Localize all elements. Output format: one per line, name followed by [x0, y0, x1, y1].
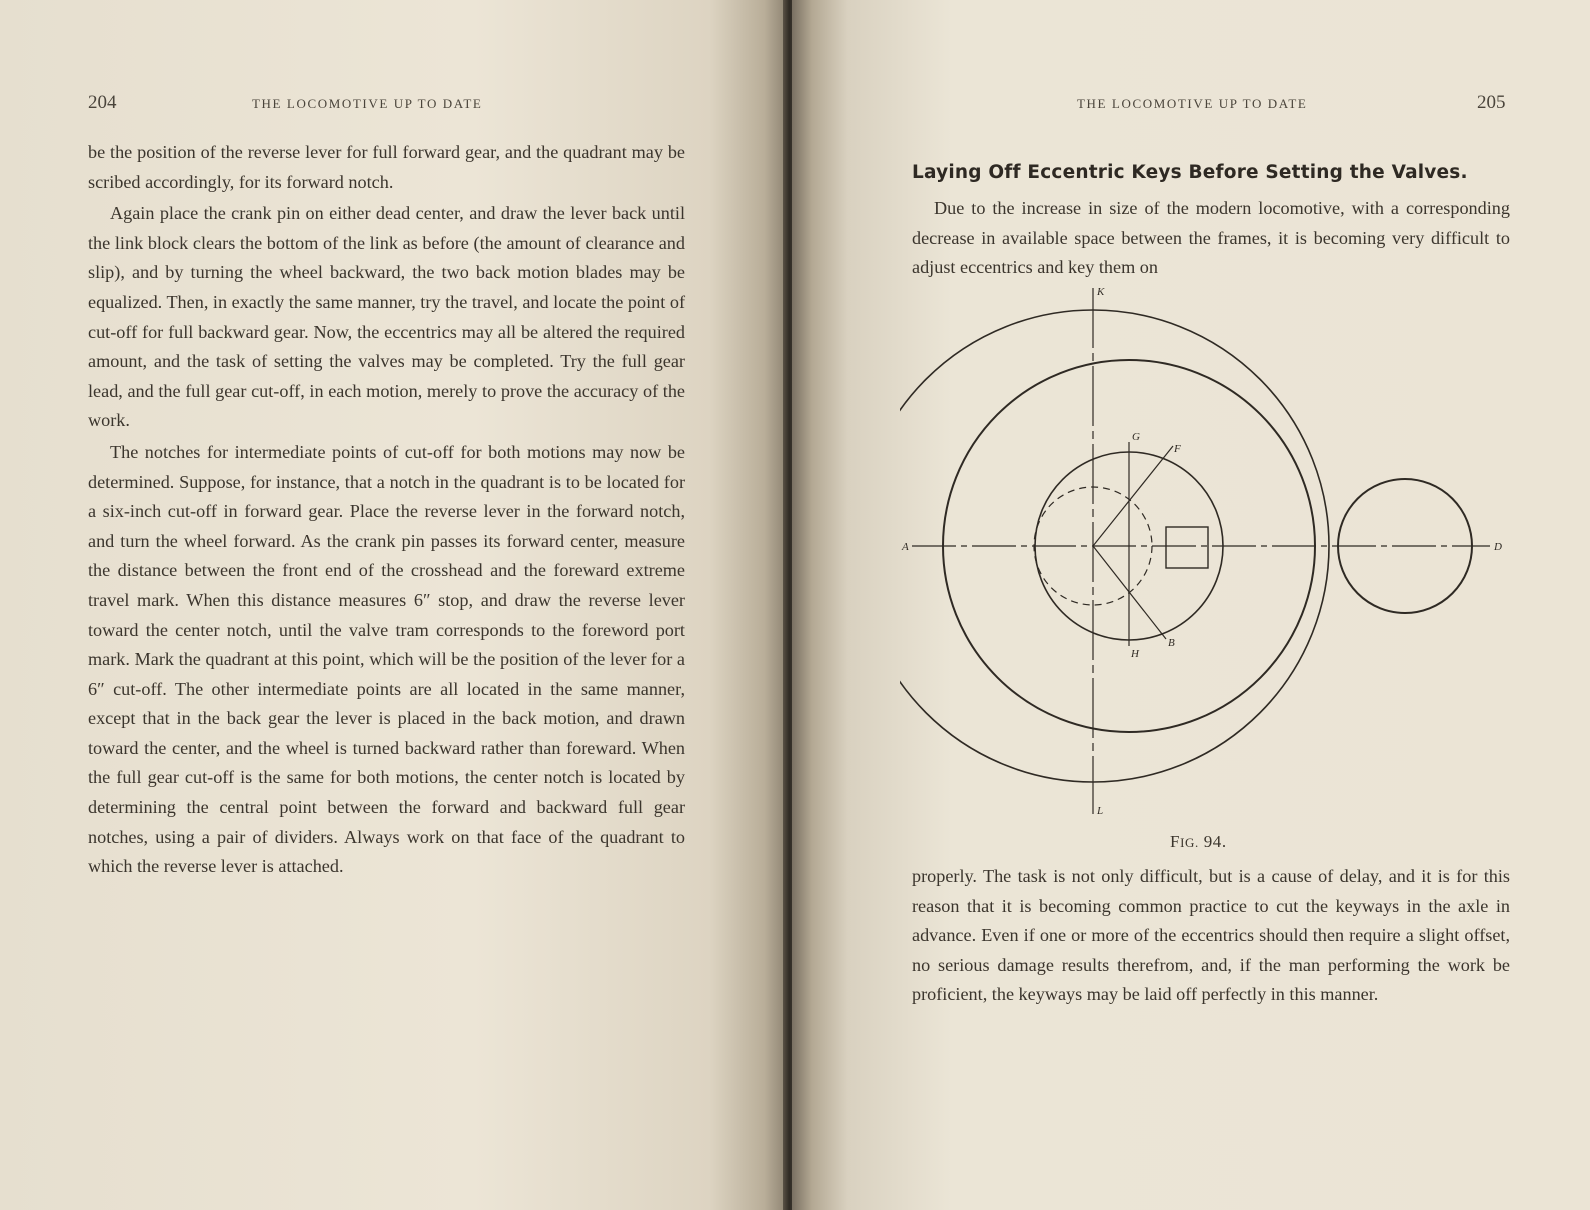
label-h: H	[1131, 648, 1139, 660]
label-l: L	[1097, 805, 1104, 817]
left-paragraph-1: be the position of the reverse lever for full forward gear, and the quadrant may be scribed accordingly, for its forward notch.	[88, 142, 685, 192]
left-page-number: 204	[88, 92, 117, 113]
right-page-number: 205	[1477, 92, 1506, 113]
caption-initial: F	[1170, 832, 1181, 851]
label-k: K	[1097, 286, 1105, 298]
label-g: G	[1132, 431, 1140, 443]
right-running-head: THE LOCOMOTIVE UP TO DATE	[1077, 96, 1308, 111]
figure-caption	[1170, 832, 1227, 852]
line-f	[1093, 446, 1173, 546]
label-a: A	[902, 541, 909, 553]
caption-number: 94.	[1198, 832, 1227, 851]
right-text-top	[912, 194, 1510, 283]
caption-smallcaps: IG.	[1180, 835, 1199, 850]
figure-94	[900, 286, 1520, 836]
left-body-text	[88, 138, 685, 882]
right-paragraph-before-figure: Due to the increase in size of the modern locomotive, with a corresponding decrease in available space between the frames, it is becoming very difficult to adjust eccentrics and key them on	[912, 198, 1510, 278]
right-text-bottom	[912, 862, 1510, 1010]
label-b: B	[1168, 637, 1175, 649]
section-heading: Laying Off Eccentric Keys Before Setting the Valves.	[912, 162, 1468, 183]
label-d: D	[1494, 541, 1502, 553]
left-page	[0, 0, 788, 1210]
eccentric-diagram	[900, 286, 1520, 836]
left-running-head: THE LOCOMOTIVE UP TO DATE	[252, 96, 483, 111]
label-f: F	[1174, 443, 1181, 455]
left-paragraph-3: The notches for intermediate points of cut-off for both motions may now be determined. Suppose, for instance, that a notch in the quadrant is to be located for a six-inch cut-off in forward gear. Place the reverse lever in the forward notch, and turn the wheel forward. As the crank pin passes its forward center, measure the distance between the front end of the crosshead and the foreward extreme travel mark. When this distance measures 6″ stop, and draw the reverse lever toward the center notch, until the valve tram corresponds to the foreword port mark. Mark the quadrant at this point, which will be the position of the lever for a 6″ cut-off. The other intermediate points are all located in the same manner, except that in the back gear the lever is placed in the back motion, and drawn toward the center, and the wheel is turned backward rather than foreward. When the full gear cut-off is the same for both motions, the center notch is located by determining the central point between the forward and backward full gear notches, using a pair of dividers. Always work on that face of the quadrant to which the reverse lever is attached.	[88, 441, 685, 877]
key-square	[1166, 527, 1208, 568]
right-paragraph-after-figure: properly. The task is not only difficult, but is a cause of delay, and it is for this reason that it is becoming common practice to cut the keyways in the axle in advance. Even if one or more of the eccentrics should then require a slight offset, no serious damage results therefrom, and, if the man performing the work be proficient, the keyways may be laid off perfectly in this manner.	[912, 866, 1510, 1005]
left-paragraph-2: Again place the crank pin on either dead center, and draw the lever back until the link block clears the bottom of the link as before (the amount of clearance and slip), and by turning the wheel backward, the two back motion blades may be equalized. Then, in exactly the same manner, try the travel, and locate the point of cut-off for full backward gear. Now, the eccentrics may all be altered the required amount, and the task of setting the valves may be completed. Try the full gear lead, and the full gear cut-off, in each motion, merely to prove the accuracy of the work.	[88, 203, 685, 431]
